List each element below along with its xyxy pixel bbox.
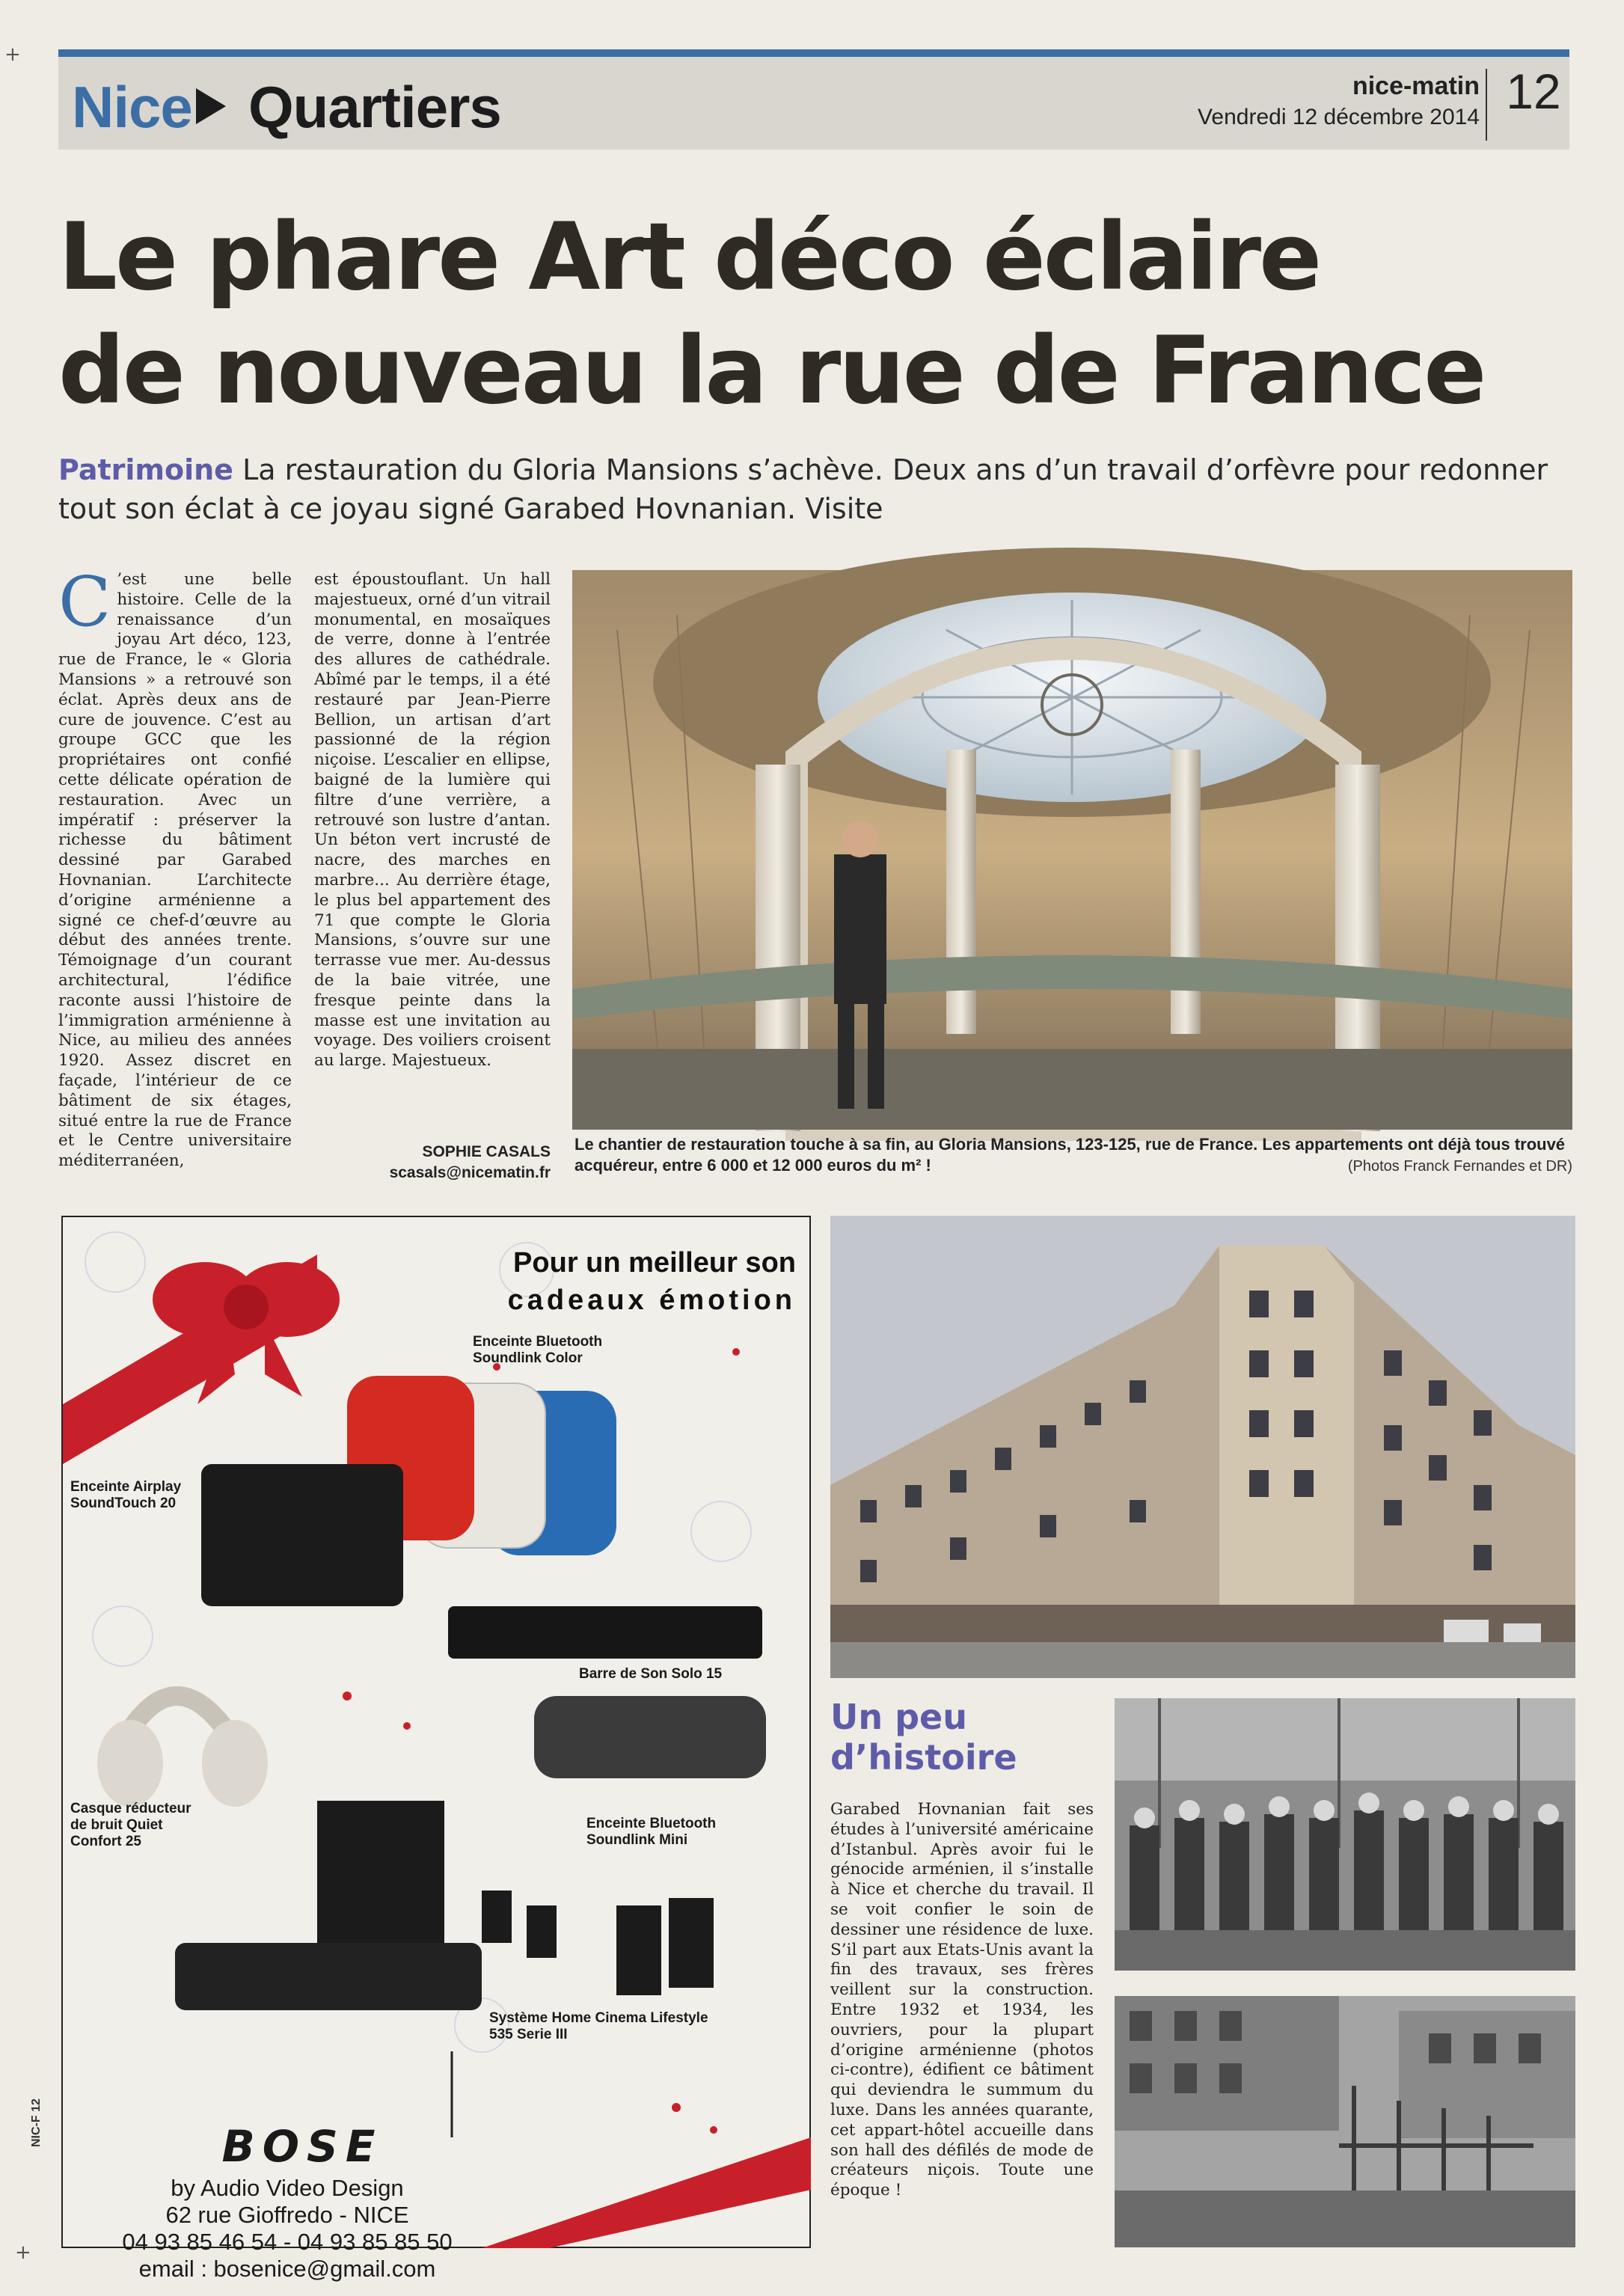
author-email[interactable]: scasals@nicematin.fr — [389, 1164, 551, 1181]
history-text: Garabed Hovnanian fait ses études à l’université américaine d’Istanbul. Après avoir fui le génocide arménien, il s’installe à Nice et cherche du travail. Il se voit confier le soin de dessiner une résidence de luxe. S’il part aux Etats-Unis avant la fin des travaux, ses frères veillent sur la construction. Entre 1932 et 1934, les ouvriers, pour la plupart d’origine arménienne (photos ci-contre), édifient ce bâtiment qui deviendra le summum du luxe. Dans les années quarante, cet appart-hôtel accueille dans son hall des défilés de mode de créateurs niçois. Toute une époque ! — [830, 1800, 1094, 2200]
building-illustration — [830, 1216, 1575, 1678]
console-icon — [175, 1943, 482, 2010]
historic-workers-illustration — [1115, 1698, 1575, 1971]
kicker: Patrimoine — [58, 453, 233, 486]
page-number: 12 — [1506, 64, 1561, 119]
lead-text: La restauration du Gloria Mansions s’achève. Deux ans d’un travail d’orfèvre pour redonner tout son éclat à ce joyau signé Garabed Hovnanian. Visite — [58, 453, 1548, 525]
issue-date: Vendredi 12 décembre 2014 — [1198, 105, 1480, 129]
history-title: Un peu d’histoire — [830, 1697, 1017, 1778]
crop-mark-icon: + — [4, 43, 21, 66]
crop-mark-icon: + — [15, 2241, 31, 2264]
article-column-2 — [314, 570, 551, 1071]
column-2-text: est époustouflant. Un hall majestueux, orné d’un vitrail monumental, en mosaïques de verre, donne à l’entrée des allures de cathédrale. Abîmé par le temps, il a été restauré par Jean-Pierre Bellion, un artisan d’art passionné de la région niçoise. L’escalier en ellipse, baigné de la lumière qui filtre d’une verrière, a retrouvé son lustre d’antan. Un béton vert incrusté de nacre, des marches en marbre... Au derrière étage, le plus bel appartement des 71 que compte le Gloria Mansions, s’ouvre sur une terrasse vue mer. Au-dessus de la baie vitrée, une fresque peinte dans la masse est une invitation au voyage. Des voiliers croisent au large. Majestueux. — [314, 570, 551, 1071]
headline — [58, 200, 1584, 428]
photo-building-facade — [830, 1216, 1575, 1678]
article-column-1 — [58, 562, 292, 1172]
bose-advertisement[interactable] — [61, 1216, 811, 2282]
newspaper-name: nice-matin — [1352, 72, 1480, 100]
dealer-name: by Audio Video Design — [171, 2175, 404, 2201]
product-soundlink-color: Enceinte Bluetooth Soundlink Color — [473, 1334, 603, 1366]
product-soundtouch: Enceinte Airplay SoundTouch 20 — [70, 1479, 182, 1511]
dealer-email[interactable]: email : bosenice@gmail.com — [138, 2256, 436, 2282]
subsection-name: Quartiers — [248, 74, 501, 140]
photo-rotunda-hall — [572, 570, 1572, 1130]
photo-historic-workers — [1115, 1698, 1575, 1971]
headline-line-2: de nouveau la rue de France — [58, 317, 1485, 425]
product-headphones: Casque réducteur de bruit Quiet Confort 25 — [70, 1801, 191, 1849]
dealer-address: 62 rue Gioffredo - NICE — [165, 2202, 409, 2228]
photo-credit: (Photos Franck Fernandes et DR) — [1347, 1158, 1572, 1175]
column-1-text: ’est une belle histoire. Celle de la renaissance d’un joyau Art déco, 123, rue de France, le « Gloria Mansions » a retrouvé son éclat. Après deux ans de cure de jouvence. C’est au groupe GCC que les propriétaires ont confié cette délicate opération de restauration. Avec un impératif : préserver la richesse du bâtiment dessiné par Garabed Hovnanian. L’architecte d’origine arménienne a signé ce chef-d’œuvre au début des années trente. Témoignage d’un courant architectural, l’édifice raconte aussi l’histoire de l’immigration arménienne à Nice, au milieu des années 1920. Assez discret en façade, l’intérieur de ce bâtiment de six étages, situé entre la rue de France et le Centre universitaire méditerranéen, — [58, 570, 292, 1171]
section-name: Nice — [72, 74, 192, 140]
arrow-right-icon — [196, 88, 226, 124]
subwoofer-icon — [317, 1801, 444, 1965]
author-name: SOPHIE CASALS — [422, 1143, 551, 1160]
soundtouch-speaker-icon — [201, 1464, 403, 1606]
soundlink-mini-icon — [534, 1696, 766, 1778]
photo-caption: Le chantier de restauration touche à sa fin, au Gloria Mansions, 123-125, rue de France. Les appartements ont déjà tous trouvé acquéreur, entre 6 000 et 12 000 euros du m² ! — [574, 1135, 1566, 1175]
lead-paragraph — [58, 450, 1584, 528]
brand-logo: BOSE — [221, 2121, 383, 2172]
ad-illustration — [63, 1217, 811, 2248]
page-code: NIC-F 12 — [30, 2098, 43, 2147]
product-soundlink-mini: Enceinte Bluetooth Soundlink Mini — [586, 1816, 717, 1848]
ad-title-line-2: cadeaux émotion — [507, 1285, 796, 1316]
product-home-cinema: Système Home Cinema Lifestyle 535 Serie III — [489, 2010, 708, 2042]
product-solo: Barre de Son Solo 15 — [579, 1666, 723, 1682]
headline-line-1: Le phare Art déco éclaire — [58, 203, 1320, 311]
photo-historic-construction — [1115, 1996, 1575, 2247]
header-divider — [1486, 69, 1487, 141]
solo-soundbar-icon — [448, 1606, 762, 1659]
dropcap: C — [58, 562, 111, 642]
dealer-phones[interactable]: 04 93 85 46 54 - 04 93 85 85 50 — [122, 2229, 453, 2255]
headphones-icon — [97, 1696, 268, 1807]
historic-construction-illustration — [1115, 1996, 1575, 2247]
ad-title-line-1: Pour un meilleur son — [513, 1247, 796, 1279]
dealer-contact — [93, 2121, 482, 2283]
rotunda-illustration — [572, 570, 1572, 1130]
